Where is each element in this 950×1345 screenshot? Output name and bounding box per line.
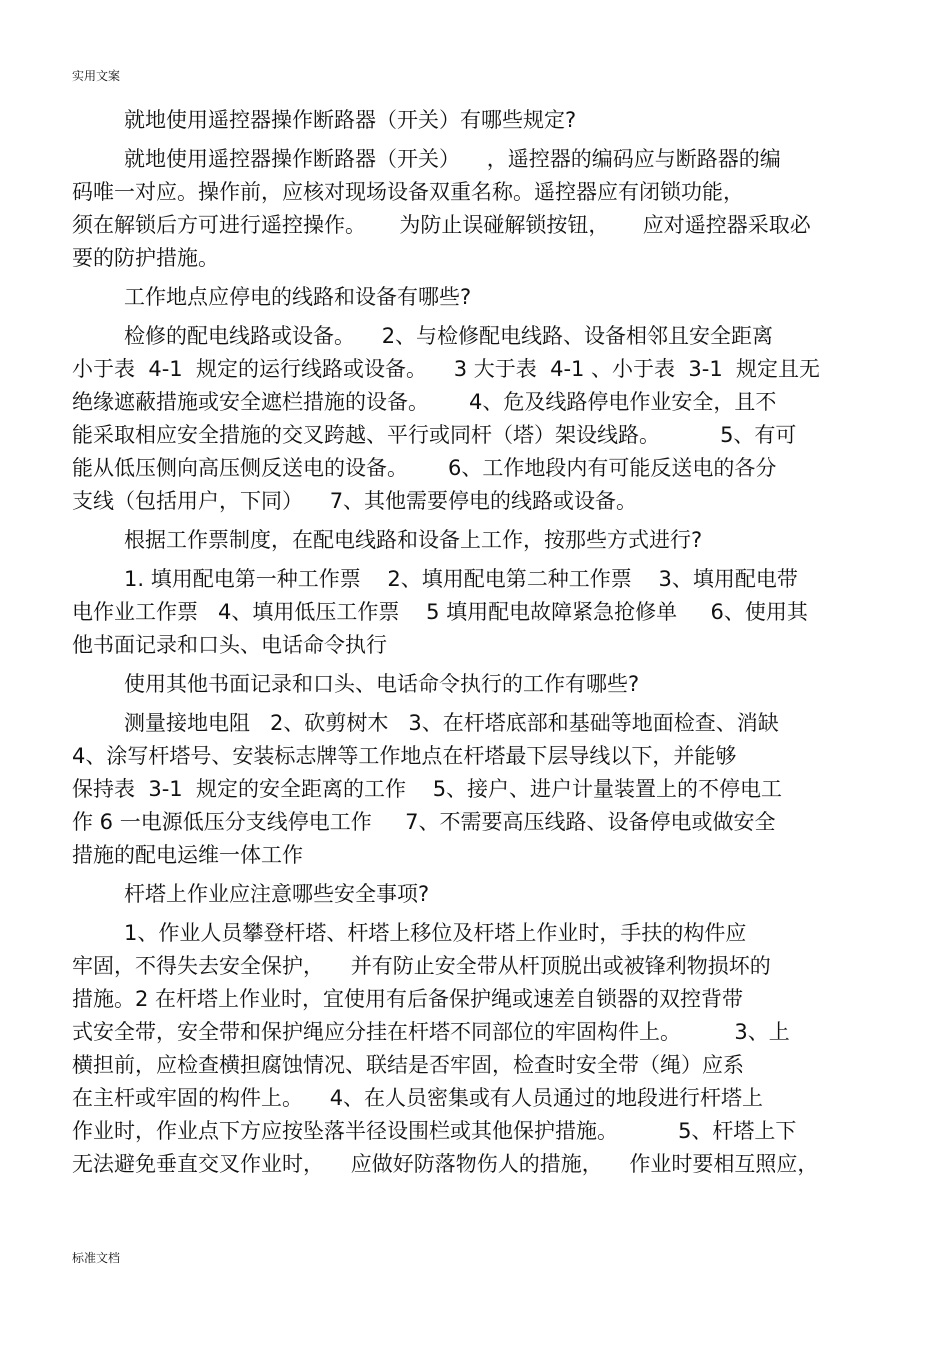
paragraph <box>72 878 878 911</box>
text-line: 式安全带，安全带和保护绳应分挂在杆塔不同部位的牢固构件上。 3、上 <box>72 1020 790 1044</box>
page-footer: 标准文档 <box>72 1251 121 1265</box>
text-line: 杆塔上作业应注意哪些安全事项? <box>124 882 430 906</box>
paragraph <box>72 668 878 701</box>
text-line: 措施的配电运维一体工作 <box>72 843 303 867</box>
paragraph <box>72 143 878 275</box>
text-line: 电作业工作票 4、填用低压工作票 5 填用配电故障紧急抢修单 6、使用其 <box>72 600 808 624</box>
text-line: 1、作业人员攀登杆塔、杆塔上移位及杆塔上作业时，手扶的构件应 <box>124 921 747 945</box>
text-line: 保持表 3-1 规定的安全距离的工作 5、接户、进户计量装置上的不停电工 <box>72 777 783 801</box>
page-header: 实用文案 <box>72 69 121 83</box>
paragraph <box>72 707 878 872</box>
text-line: 须在解锁后方可进行遥控操作。 为防止误碰解锁按钮， 应对遥控器采取必 <box>72 213 811 237</box>
text-line: 4、涂写杆塔号、安装标志牌等工作地点在杆塔最下层导线以下，并能够 <box>72 744 737 768</box>
text-line: 牢固，不得失去安全保护， 并有防止安全带从杆顶脱出或被锋利物损坏的 <box>72 954 771 978</box>
text-line: 措施。2 在杆塔上作业时，宜使用有后备保护绳或速差自锁器的双控背带 <box>72 987 744 1011</box>
text-line: 无法避免垂直交叉作业时， 应做好防落物伤人的措施， 作业时要相互照应， <box>72 1152 819 1176</box>
paragraph <box>72 281 878 314</box>
text-line: 绝缘遮蔽措施或安全遮栏措施的设备。 4、危及线路停电作业安全，且不 <box>72 390 777 414</box>
text-line: 要的防护措施。 <box>72 246 219 270</box>
text-line: 作业时，作业点下方应按坠落半径设围栏或其他保护措施。 5、杆塔上下 <box>72 1119 797 1143</box>
text-line: 工作地点应停电的线路和设备有哪些? <box>124 285 472 309</box>
text-line: 能采取相应安全措施的交叉跨越、平行或同杆（塔）架设线路。 5、有可 <box>72 423 797 447</box>
text-line: 1. 填用配电第一种工作票 2、填用配电第二种工作票 3、填用配电带 <box>124 567 798 591</box>
text-line: 码唯一对应。操作前，应核对现场设备双重名称。遥控器应有闭锁功能， <box>72 180 744 204</box>
paragraph <box>72 104 878 137</box>
paragraph <box>72 320 878 518</box>
text-line: 检修的配电线路或设备。 2、与检修配电线路、设备相邻且安全距离 <box>124 324 774 348</box>
text-line: 支线（包括用户，下同） 7、其他需要停电的线路或设备。 <box>72 489 638 513</box>
text-line: 就地使用遥控器操作断路器（开关）有哪些规定? <box>124 108 577 132</box>
text-line: 他书面记录和口头、电话命令执行 <box>72 633 387 657</box>
text-line: 横担前，应检查横担腐蚀情况、联结是否牢固，检查时安全带（绳）应系 <box>72 1053 744 1077</box>
paragraph <box>72 917 878 1181</box>
paragraph <box>72 524 878 557</box>
text-line: 小于表 4-1 规定的运行线路或设备。 3 大于表 4-1 、小于表 3-1 规定且无 <box>72 357 821 381</box>
paragraph <box>72 563 878 662</box>
text-line: 就地使用遥控器操作断路器（开关） ，遥控器的编码应与断路器的编 <box>124 147 781 171</box>
text-line: 作 6 一电源低压分支线停电工作 7、不需要高压线路、设备停电或做安全 <box>72 810 776 834</box>
text-line: 能从低压侧向高压侧反送电的设备。 6、工作地段内有可能反送电的各分 <box>72 456 777 480</box>
text-line: 测量接地电阻 2、砍剪树木 3、在杆塔底部和基础等地面检查、消缺 <box>124 711 779 735</box>
text-line: 使用其他书面记录和口头、电话命令执行的工作有哪些? <box>124 672 640 696</box>
document-body <box>72 104 878 1187</box>
text-line: 根据工作票制度，在配电线路和设备上工作，按那些方式进行? <box>124 528 703 552</box>
text-line: 在主杆或牢固的构件上。 4、在人员密集或有人员通过的地段进行杆塔上 <box>72 1086 764 1110</box>
